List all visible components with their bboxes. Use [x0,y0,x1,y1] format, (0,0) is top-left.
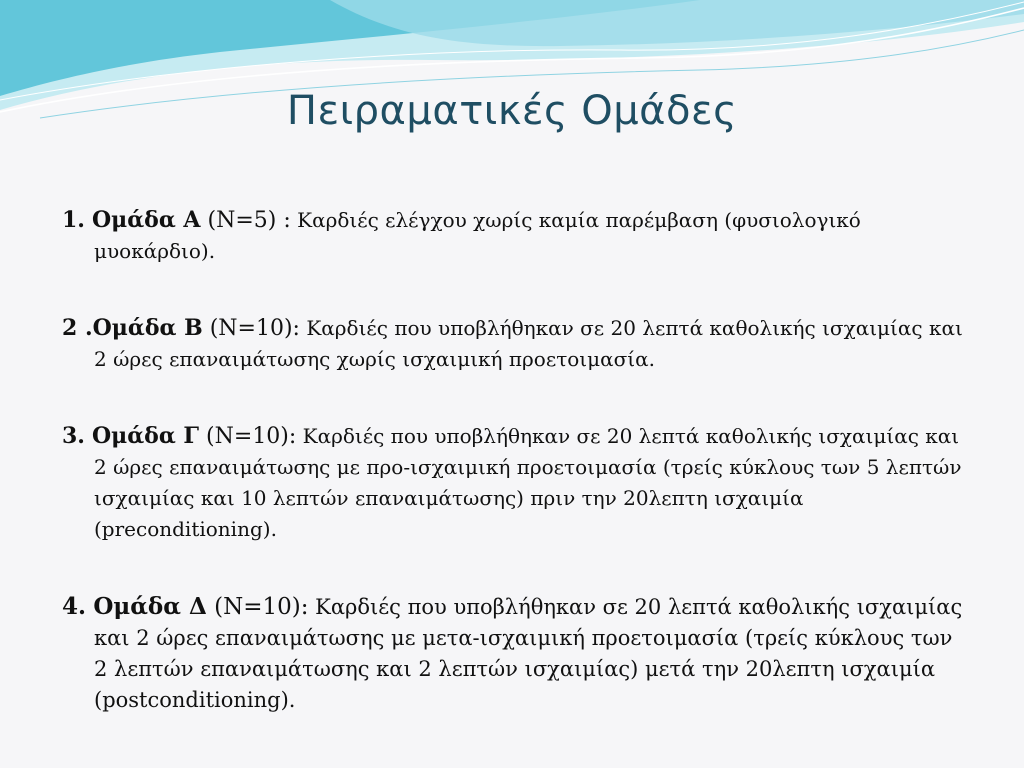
group-item-b [62,313,972,375]
group-list [62,205,972,716]
group-c-heading [62,424,296,449]
group-a-description: Καρδιές ελέγχου χωρίς καμία παρέμβαση (φυσιολογικό μυοκάρδιο). [94,208,861,263]
group-item-d [62,591,972,716]
group-a-heading [62,208,291,233]
group-d-number: 4. [62,593,87,620]
group-c-sample-size: (N=10): [206,424,297,449]
group-b-description: Καρδιές που υποβλήθηκαν σε 20 λεπτά καθολικής ισχαιμίας και 2 ώρες επαναιμάτωσης χωρίς ισχαιμική προετοιμασία. [94,316,963,371]
group-d-name: Ομάδα Δ [93,593,207,620]
group-c-name: Ομάδα Γ [91,423,200,449]
group-d-sample-size: (N=10): [214,594,309,620]
group-b-name: Ομάδα Β [92,315,203,341]
group-a-number: 1. [62,207,85,233]
group-c-number: 3. [62,423,85,449]
group-a-name: Ομάδα Α [91,207,201,233]
group-c-description: Καρδιές που υποβλήθηκαν σε 20 λεπτά καθολικής ισχαιμίας και 2 ώρες επαναιμάτωσης με προ-ισχαιμική προετοιμασία (τρείς κύκλους των 5 λεπτών ισχαιμίας και 10 λεπτών επαναιμάτωσης) πριν την 20λεπτη ισχαιμία (preconditioning). [94,424,962,541]
group-b-sample-size: (N=10): [209,316,300,341]
group-item-c [62,421,972,545]
group-d-description: Καρδιές που υποβλήθηκαν σε 20 λεπτά καθολικής ισχαιμίας και 2 ώρες επαναιμάτωσης με μετα-ισχαιμική προετοιμασία (τρείς κύκλους των 2 λεπτών επαναιμάτωσης και 2 λεπτών ισχαιμίας) μετά την 20λεπτη ισχαιμία (postconditioning). [94,595,963,712]
group-item-a [62,205,972,267]
group-d-heading [62,594,308,620]
group-a-sample-size: (N=5) : [207,208,291,233]
slide-title: Πειραματικές Ομάδες [286,88,738,134]
group-b-number: 2 . [62,315,93,341]
group-b-heading [62,316,300,341]
